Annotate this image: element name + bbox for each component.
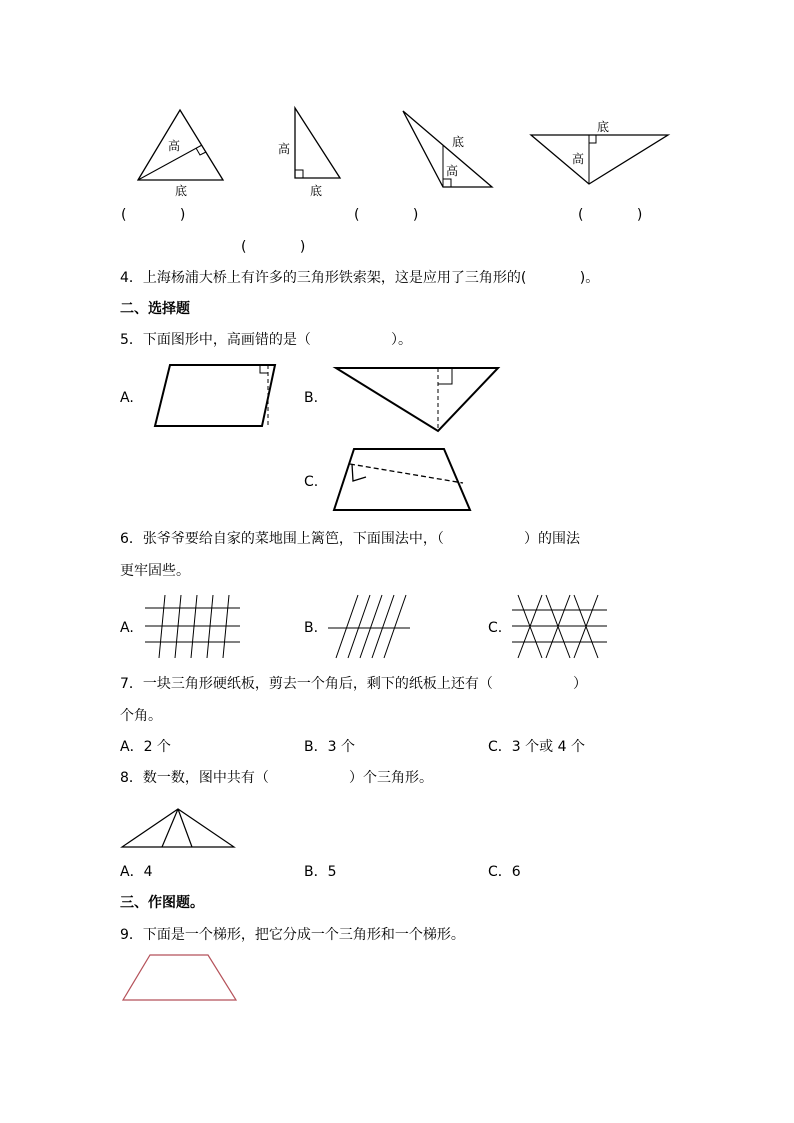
q8-option-b: B．5: [304, 864, 337, 880]
q5-option-a-label: A.: [120, 390, 134, 406]
answer-paren-4: ( ): [578, 207, 643, 223]
q7-option-c: C．3 个或 4 个: [488, 739, 585, 755]
q8-triangle-figure: [118, 805, 238, 851]
q6-option-b-fence: [328, 592, 410, 660]
q8-option-a: A．4: [120, 864, 153, 880]
q6-option-b-label: B.: [304, 620, 319, 636]
q5-option-c-trapezoid: [330, 445, 475, 515]
question-7-line2: 个角。: [120, 708, 162, 724]
question-9: 9．下面是一个梯形，把它分成一个三角形和一个梯形。: [120, 927, 465, 943]
question-8: 8．数一数，图中共有（ ）个三角形。: [120, 770, 434, 786]
q7-option-b: B．3 个: [304, 739, 355, 755]
q5-option-b-label: B.: [304, 390, 319, 406]
q6-option-a-fence: [145, 592, 240, 660]
fig3-height-label: 高: [446, 164, 459, 178]
question-7-line1: 7．一块三角形硬纸板，剪去一个角后，剩下的纸板上还有（ ）: [120, 676, 588, 692]
q5-option-b-triangle: [330, 362, 505, 437]
fig4-base-label: 底: [597, 120, 610, 134]
q6-option-c-fence: [512, 592, 607, 660]
section-3-title: 三、作图题。: [120, 895, 204, 911]
question-5: 5．下面图形中，高画错的是（ ）。: [120, 332, 413, 348]
q6-option-c-label: C.: [488, 620, 503, 636]
question-4: 4．上海杨浦大桥上有许多的三角形铁索架，这是应用了三角形的( )。: [120, 270, 600, 286]
question-6-line1: 6．张爷爷要给自家的菜地围上篱笆，下面围法中，（ ）的围法: [120, 531, 581, 547]
section-2-title: 二、选择题: [120, 301, 190, 317]
fig-triangle-2: [285, 100, 350, 185]
fig1-base-label: 底: [175, 184, 188, 198]
answer-paren-2: ( ): [241, 239, 306, 255]
q9-trapezoid: [120, 952, 240, 1004]
fig1-height-label: 高: [168, 139, 181, 153]
fig2-base-label: 底: [310, 184, 323, 198]
q5-option-a-parallelogram: [150, 360, 280, 432]
fig2-height-label: 高: [278, 142, 291, 156]
fig4-height-label: 高: [572, 152, 585, 166]
q8-option-c: C．6: [488, 864, 521, 880]
q7-option-a: A．2 个: [120, 739, 171, 755]
q5-option-c-label: C.: [304, 474, 319, 490]
answer-paren-3: ( ): [354, 207, 419, 223]
answer-paren-1: ( ): [121, 207, 186, 223]
question-6-line2: 更牢固些。: [120, 563, 190, 579]
q6-option-a-label: A.: [120, 620, 134, 636]
fig3-base-label: 底: [452, 135, 465, 149]
